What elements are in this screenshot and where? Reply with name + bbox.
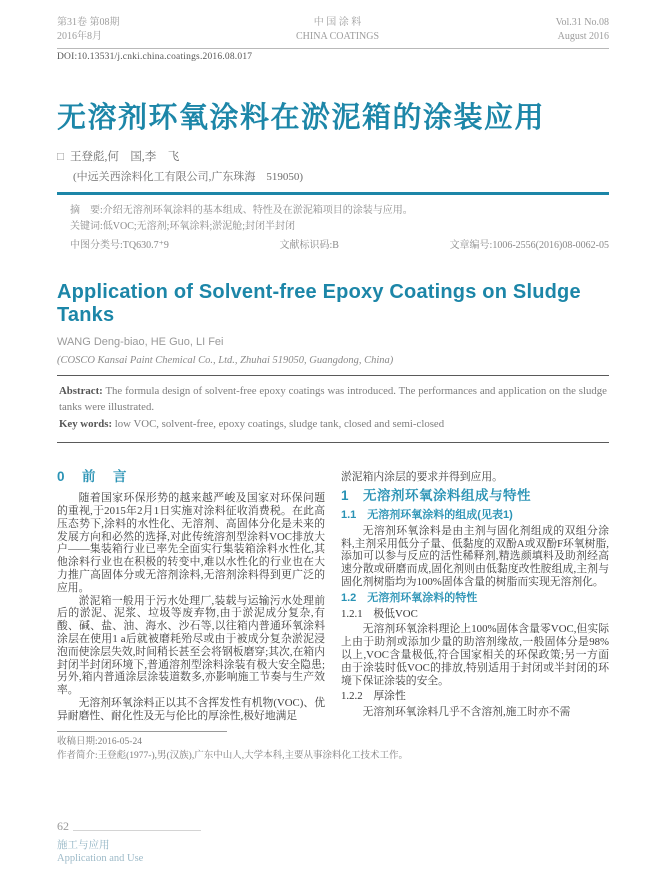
doi-line: DOI:10.13531/j.cnki.china.coatings.2016.08.017 bbox=[57, 52, 253, 62]
article-title-en: Application of Solvent-free Epoxy Coatings on Sludge Tanks bbox=[57, 281, 581, 326]
issue-date-cn: 2016年8月 bbox=[57, 31, 102, 42]
issue-date-en: August 2016 bbox=[557, 31, 609, 42]
keywords-en-text: low VOC, solvent-free, epoxy coatings, sludge tank, closed and semi-closed bbox=[114, 418, 445, 430]
received-date: 收稿日期:2016-05-24 bbox=[57, 736, 142, 747]
left-column bbox=[57, 468, 325, 723]
journal-name-en: CHINA COATINGS bbox=[296, 31, 380, 42]
keywords-cn-label: 关键词: bbox=[70, 220, 103, 232]
right-column bbox=[341, 471, 609, 723]
clc-number: 中图分类号:TQ630.7⁺9 bbox=[70, 240, 169, 251]
author-bio: 作者简介:王登彪(1977-),男(汉族),广东中山人,大学本科,主要从事涂料化工技术工作。 bbox=[57, 750, 408, 761]
column-name-en: Application and Use bbox=[57, 853, 144, 864]
authors-cn-names: 王登彪,何 国,李 飞 bbox=[69, 151, 180, 163]
page-footer bbox=[57, 819, 201, 864]
abstract-en-line bbox=[59, 384, 607, 415]
left-paragraph-1: 随着国家环保形势的越来越严峻及国家对环保问题的重视,于2015年2月1日实施对涂料征收消费税。在此高压态势下,涂料的水性化、无溶剂、高固体分化是未来的发展方向和必然的选择,对此传统溶剂型涂料VOC排放大户——集装箱行业已率先全面实行集装箱涂料水性化,其他涂料行业也在积极的转变中,难以水性化的行业也在大力推广高固体分或无溶剂涂料,无溶剂涂料得到更广泛的应用。 bbox=[57, 492, 325, 594]
abstract-en-block bbox=[57, 375, 609, 443]
journal-name-cn: 中 国 涂 料 bbox=[313, 17, 362, 28]
page-number-row bbox=[57, 819, 201, 834]
section-1-1-heading: 1.1 无溶剂环氧涂料的组成(见表1) bbox=[341, 509, 513, 522]
left-paragraph-3: 无溶剂环氧涂料正以其不含挥发性有机物(VOC)、优异耐磨性、耐化性及无与伦比的厚涂性,极好地满足 bbox=[57, 697, 325, 722]
article-id: 文章编号:1006-2556(2016)08-0062-05 bbox=[449, 240, 609, 251]
affiliation-en: (COSCO Kansai Paint Chemical Co., Ltd., Zhuhai 519050, Guangdong, China) bbox=[57, 355, 394, 366]
article-meta-row bbox=[57, 236, 609, 251]
header-issue-cn bbox=[57, 16, 120, 44]
page-number: 62 bbox=[57, 819, 69, 833]
right-paragraph-3: 无溶剂环氧涂料几乎不含溶剂,施工时亦不需 bbox=[362, 706, 571, 719]
header-divider bbox=[57, 48, 609, 49]
column-name-cn: 施工与应用 bbox=[57, 840, 110, 851]
keywords-cn-line bbox=[70, 219, 609, 235]
teal-divider bbox=[57, 192, 609, 195]
journal-header bbox=[57, 16, 609, 44]
abstract-en-label: Abstract: bbox=[59, 385, 103, 397]
keywords-cn-text: 低VOC;无溶剂;环氧涂料;淤泥舱;封闭半封闭 bbox=[102, 220, 296, 232]
right-paragraph-1: 无溶剂环氧涂料是由主剂与固化剂组成的双组分涂料,主剂采用低分子量、低黏度的双酚A或双酚F环氧树脂,添加可以参与反应的活性稀释剂,精选颜填料及助剂经高速分散或研磨而成,固化剂则由低黏度改性胺组成,主剂与固化剂树脂均为100%固体含量的树脂而实现无溶剂化。 bbox=[341, 524, 609, 589]
authors-cn bbox=[57, 148, 609, 164]
abstract-cn-label: 摘 要: bbox=[70, 205, 103, 216]
affiliation-cn: (中远关西涂料化工有限公司,广东珠海 519050) bbox=[73, 171, 304, 183]
right-paragraph-2: 无溶剂环氧涂料理论上100%固体含量零VOC,但实际上由于助剂或添加少量的助溶剂缘故,一般固体分是98%以上,VOC含量极低,符合国家相关的环保政策;另一方面由于涂装时低VOC的排放,特别适用于封闭或半封闭的环境下保证涂装的安全。 bbox=[341, 623, 609, 687]
article-body bbox=[57, 468, 609, 723]
header-issue-en bbox=[556, 16, 609, 44]
section-1-heading: 1 无溶剂环氧涂料组成与特性 bbox=[341, 488, 532, 504]
document-code: 文献标识码:B bbox=[279, 240, 339, 251]
abstract-cn-block bbox=[57, 203, 609, 234]
section-1-2-2-heading: 1.2.2 厚涂性 bbox=[341, 690, 406, 703]
keywords-en-label: Key words: bbox=[59, 418, 113, 430]
abstract-cn-line bbox=[70, 203, 609, 219]
left-paragraph-2: 淤泥箱一般用于污水处理厂,装载与运输污水处理前后的淤泥、泥浆、垃圾等废弃物,由于淤泥成分复杂,有酸、碱、盐、油、海水、沙石等,以往箱内普通环氧涂料涂层在使用1 a后就被磨耗殆尽或由于被成分复杂淤泥浸泡而使涂层失效,时间稍长甚至会将钢板磨穿;其次,在箱内封闭半封闭环境下,普通溶剂型涂料涂装有极大安全隐患;另外,箱内普通涂层涂装道数多,亦影响施工节奏与生产效率。 bbox=[57, 594, 325, 697]
section-1-2-heading: 1.2 无溶剂环氧涂料的特性 bbox=[341, 591, 478, 604]
header-journal-name bbox=[296, 16, 379, 44]
authors-en: WANG Deng-biao, HE Guo, LI Fei bbox=[57, 336, 224, 348]
page-number-underline bbox=[73, 830, 201, 831]
section-1-2-1-heading: 1.2.1 极低VOC bbox=[341, 607, 418, 620]
abstract-cn-text: 介绍无溶剂环氧涂料的基本组成、特性及在淤泥箱项目的涂装与应用。 bbox=[102, 205, 413, 216]
right-continuation: 淤泥箱内涂层的要求并得到应用。 bbox=[341, 470, 503, 483]
abstract-en-text: The formula design of solvent-free epoxy coatings was introduced. The performances and application on the sludge tanks were illustrated. bbox=[59, 385, 607, 413]
issue-volume-cn: 第31卷 第08期 bbox=[57, 17, 120, 28]
keywords-en-line bbox=[59, 417, 607, 433]
author-square-icon: □ bbox=[57, 151, 64, 163]
issue-volume-en: Vol.31 No.08 bbox=[555, 17, 609, 28]
footnote-divider bbox=[57, 731, 227, 732]
footnote-block bbox=[57, 731, 609, 763]
section-0-heading: 0 前 言 bbox=[57, 468, 129, 484]
article-title-cn: 无溶剂环氧涂料在淤泥箱的涂装应用 bbox=[57, 102, 546, 134]
